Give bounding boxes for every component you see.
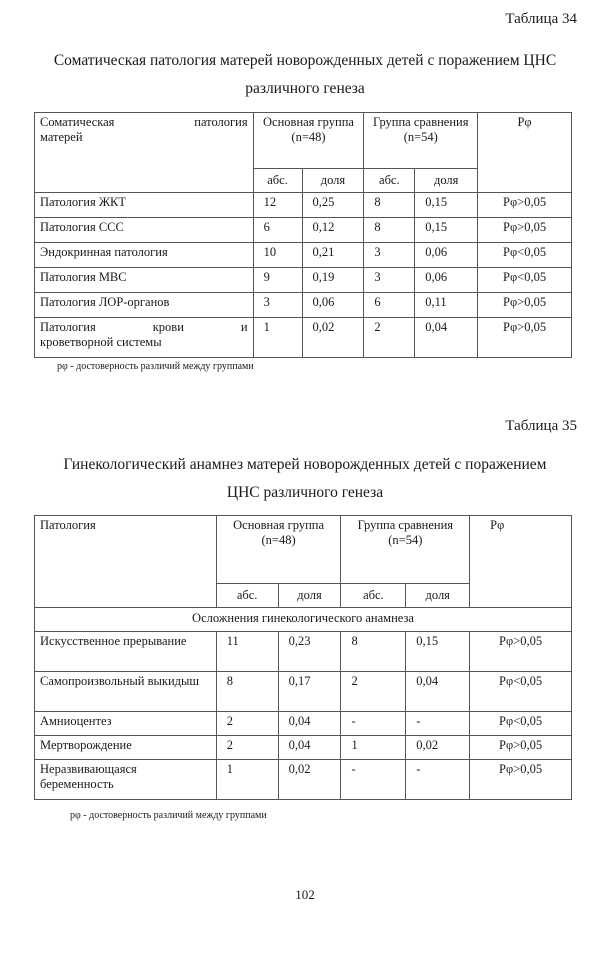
cell-share-2: 0,06 (415, 268, 478, 293)
table-35-header-row (35, 516, 572, 584)
cell-share-1: 0,06 (302, 293, 364, 318)
cell-abs-2: 3 (364, 243, 415, 268)
cell-p: Pφ<0,05 (478, 268, 572, 293)
cell-share-2: 0,15 (415, 218, 478, 243)
header-main-group: Основная группа (n=48) (253, 113, 364, 169)
section-title: Осложнения гинекологического анамнеза (35, 608, 572, 632)
cell-abs-2: 3 (364, 268, 415, 293)
cell-abs-1: 2 (216, 736, 278, 760)
row-name: Мертворождение (35, 736, 217, 760)
cell-abs-1: 10 (253, 243, 302, 268)
cell-p: Pφ<0,05 (478, 243, 572, 268)
table-row (35, 760, 572, 800)
cell-share-1: 0,02 (302, 318, 364, 358)
subheader-abs-1: абс. (253, 169, 302, 193)
row-name-part-4: кроветворной системы (40, 335, 162, 349)
cell-p: Pφ<0,05 (470, 712, 572, 736)
cell-p: Pφ>0,05 (470, 736, 572, 760)
table-35-note: pφ - достоверность различий между группами (70, 810, 267, 821)
cell-p: Pφ>0,05 (478, 218, 572, 243)
cell-abs-2: 8 (341, 632, 406, 672)
cell-abs-1: 6 (253, 218, 302, 243)
table-row (35, 243, 572, 268)
cell-share-2: - (406, 712, 470, 736)
header-main-group: Основная группа (n=48) (216, 516, 341, 584)
header-p: Pφ (470, 516, 572, 608)
cell-p: Pφ>0,05 (470, 632, 572, 672)
header-comparison-group: Группа сравнения (n=54) (364, 113, 478, 169)
table-row (35, 632, 572, 672)
subheader-abs-1: абс. (216, 584, 278, 608)
cell-abs-2: 2 (364, 318, 415, 358)
table-row (35, 268, 572, 293)
table-35 (34, 515, 572, 800)
cell-share-2: 0,04 (406, 672, 470, 712)
cell-share-2: 0,11 (415, 293, 478, 318)
cell-share-2: 0,06 (415, 243, 478, 268)
cell-share-1: 0,12 (302, 218, 364, 243)
cell-abs-1: 9 (253, 268, 302, 293)
subheader-share-2: доля (415, 169, 478, 193)
header-pathology-text-1: Соматическая (40, 115, 115, 129)
table-34 (34, 112, 572, 358)
table-row (35, 293, 572, 318)
subheader-share-1: доля (278, 584, 341, 608)
cell-abs-1: 11 (216, 632, 278, 672)
row-name: Патология МВС (35, 268, 254, 293)
cell-p: Pφ>0,05 (478, 318, 572, 358)
cell-share-2: 0,02 (406, 736, 470, 760)
cell-abs-1: 3 (253, 293, 302, 318)
header-pathology-text-2: патология (194, 115, 248, 129)
cell-share-2: - (406, 760, 470, 800)
cell-p: Pφ>0,05 (478, 193, 572, 218)
table-row (35, 318, 572, 358)
section-row (35, 608, 572, 632)
cell-share-1: 0,02 (278, 760, 341, 800)
row-name (35, 318, 254, 358)
row-name: Самопроизвольный выкидыш (35, 672, 217, 712)
table-34-label: Таблица 34 (505, 11, 577, 27)
cell-share-1: 0,21 (302, 243, 364, 268)
cell-abs-2: 2 (341, 672, 406, 712)
cell-abs-2: 1 (341, 736, 406, 760)
table-35-title-line1: Гинекологический анамнез матерей новорожденных детей с поражением (63, 456, 547, 473)
cell-share-2: 0,15 (406, 632, 470, 672)
row-name: Эндокринная патология (35, 243, 254, 268)
cell-abs-1: 1 (216, 760, 278, 800)
row-name: Патология ССС (35, 218, 254, 243)
table-34-header-row (35, 113, 572, 169)
header-p: Pφ (478, 113, 572, 193)
cell-share-1: 0,23 (278, 632, 341, 672)
row-name: Патология ЛОР-органов (35, 293, 254, 318)
table-34-title-line2: различного генеза (245, 80, 365, 97)
cell-abs-2: - (341, 712, 406, 736)
subheader-share-2: доля (406, 584, 470, 608)
row-name-part-3: и (240, 320, 248, 334)
cell-abs-2: 6 (364, 293, 415, 318)
row-name-part-2: крови (152, 320, 184, 334)
cell-p: Pφ<0,05 (470, 672, 572, 712)
table-row (35, 672, 572, 712)
table-34-note: pφ - достоверность различий между группами (57, 361, 254, 372)
cell-share-1: 0,04 (278, 736, 341, 760)
cell-abs-1: 8 (216, 672, 278, 712)
cell-abs-2: 8 (364, 218, 415, 243)
table-row (35, 218, 572, 243)
page-number: 102 (295, 887, 315, 902)
subheader-abs-2: абс. (364, 169, 415, 193)
header-pathology-text-3: матерей (40, 130, 83, 144)
cell-share-1: 0,17 (278, 672, 341, 712)
table-row (35, 712, 572, 736)
table-35-title-line2: ЦНС различного генеза (226, 484, 384, 501)
cell-p: Pφ>0,05 (470, 760, 572, 800)
cell-share-2: 0,15 (415, 193, 478, 218)
row-name: Искусственное прерывание (35, 632, 217, 672)
table-row (35, 193, 572, 218)
table-row (35, 736, 572, 760)
cell-share-1: 0,19 (302, 268, 364, 293)
cell-share-1: 0,25 (302, 193, 364, 218)
header-comparison-group: Группа сравнения (n=54) (341, 516, 470, 584)
cell-abs-2: - (341, 760, 406, 800)
table-34-title-line1: Соматическая патология матерей новорожденных детей с поражением ЦНС (53, 52, 557, 69)
cell-abs-1: 1 (253, 318, 302, 358)
header-pathology: Патология (35, 516, 217, 608)
row-name: Амниоцентез (35, 712, 217, 736)
table-35-label: Таблица 35 (505, 418, 577, 434)
row-name: Неразвивающаяся беременность (35, 760, 217, 800)
cell-abs-2: 8 (364, 193, 415, 218)
subheader-share-1: доля (302, 169, 364, 193)
row-name: Патология ЖКТ (35, 193, 254, 218)
cell-abs-1: 2 (216, 712, 278, 736)
row-name-part-1: Патология (40, 320, 96, 334)
cell-share-2: 0,04 (415, 318, 478, 358)
cell-abs-1: 12 (253, 193, 302, 218)
cell-p: Pφ>0,05 (478, 293, 572, 318)
subheader-abs-2: абс. (341, 584, 406, 608)
header-pathology-cell (35, 113, 254, 193)
cell-share-1: 0,04 (278, 712, 341, 736)
